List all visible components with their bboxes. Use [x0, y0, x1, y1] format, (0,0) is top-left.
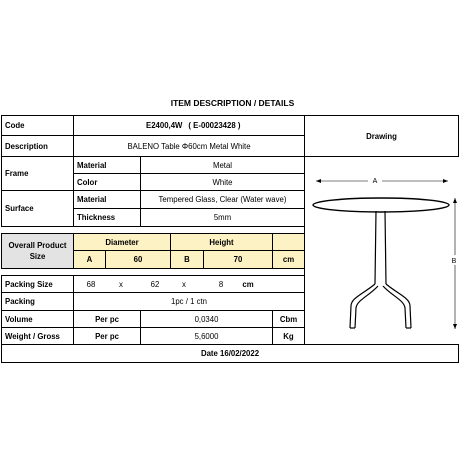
packing-height: 8: [218, 279, 224, 289]
dimension-b-arrow-top: [453, 198, 457, 203]
frame-color-value: White: [140, 173, 305, 191]
overall-size-header-filler: [272, 233, 305, 251]
item-details-sheet: [1, 115, 459, 363]
code-label: Code: [1, 115, 74, 136]
weight-per: Per pc: [73, 327, 141, 345]
overall-size-label: [1, 233, 74, 269]
volume-value: 0,0340: [140, 310, 273, 328]
code-value-right: ( E-00023428 ): [188, 121, 241, 130]
leg-left-outer: [350, 284, 375, 328]
packing-length: 68: [86, 279, 96, 289]
code-value: [73, 115, 305, 136]
frame-color-label: Color: [73, 173, 141, 191]
volume-unit: Cbm: [272, 310, 305, 328]
packing-label: Packing: [1, 292, 74, 311]
leg-right-inner: [383, 286, 406, 328]
weight-unit: Kg: [272, 327, 305, 345]
overall-size-label-line2: Size: [29, 252, 46, 261]
table-drawing: [305, 156, 459, 344]
overall-size-label-line1: Overall Product: [8, 241, 67, 250]
table-top: [313, 198, 449, 212]
code-value-left: E2400,4W: [146, 121, 183, 130]
surface-material-label: Material: [73, 190, 141, 209]
date-row: Date 16/02/2022: [1, 344, 459, 363]
leg-left-inner: [355, 286, 378, 328]
dimension-b-text: B: [451, 258, 457, 265]
surface-material-value: Tempered Glass, Clear (Water wave): [140, 190, 305, 209]
surface-label: Surface: [1, 190, 74, 227]
surface-thickness-value: 5mm: [140, 208, 305, 227]
volume-per: Per pc: [73, 310, 141, 328]
frame-material-value: Metal: [140, 156, 305, 174]
dimension-unit: cm: [272, 250, 305, 269]
leg-right-outer: [386, 284, 411, 328]
description-value: BALENO Table Φ60cm Metal White: [73, 135, 305, 157]
packing-unit: cm: [242, 279, 254, 289]
dimension-a-arrow-left: [316, 179, 321, 183]
column-line-right: [385, 211, 386, 284]
drawing-header: Drawing: [304, 115, 459, 157]
weight-value: 5,6000: [140, 327, 273, 345]
packing-value: 1pc / 1 ctn: [73, 292, 305, 311]
dimension-a-label: A: [73, 250, 106, 269]
height-header: Height: [170, 233, 273, 251]
dimension-a-value: 60: [105, 250, 171, 269]
dimension-a-text: A: [372, 178, 378, 185]
packing-size-label: Packing Size: [1, 275, 74, 293]
dimension-b-arrow-bottom: [453, 324, 457, 329]
frame-label: Frame: [1, 156, 74, 191]
frame-material-label: Material: [73, 156, 141, 174]
weight-label: Weight / Gross: [1, 327, 74, 345]
packing-x2: x: [182, 279, 186, 289]
description-label: Description: [1, 135, 74, 157]
dimension-b-value: 70: [203, 250, 273, 269]
drawing-area: [304, 156, 459, 344]
packing-x1: x: [119, 279, 123, 289]
surface-thickness-label: Thickness: [73, 208, 141, 227]
dimension-a-arrow-right: [443, 179, 448, 183]
diameter-header: Diameter: [73, 233, 171, 251]
volume-label: Volume: [1, 310, 74, 328]
column-line-left: [375, 211, 376, 284]
document-title: ITEM DESCRIPTION / DETAILS: [170, 98, 295, 108]
dimension-b-label: B: [170, 250, 204, 269]
packing-width: 62: [150, 279, 160, 289]
